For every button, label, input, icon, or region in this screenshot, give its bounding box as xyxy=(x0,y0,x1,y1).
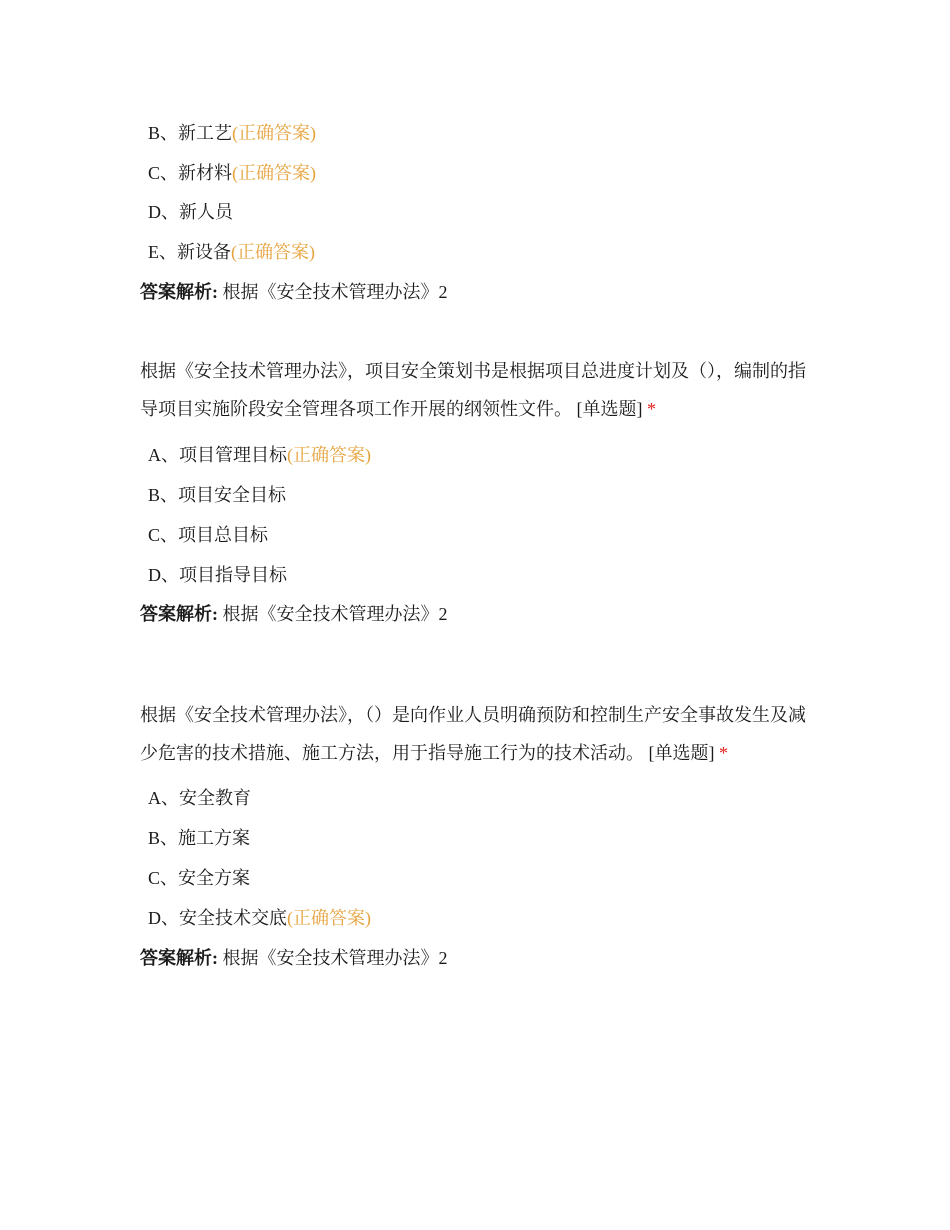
correct-answer-tag: (正确答案) xyxy=(287,445,371,465)
option-d xyxy=(148,562,287,588)
correct-answer-tag: (正确答案) xyxy=(232,163,317,183)
option-label: D、项目指导目标 xyxy=(148,565,287,585)
option-b xyxy=(148,482,286,508)
option-b xyxy=(148,825,250,851)
required-mark: * xyxy=(647,399,656,419)
explanation-label: 答案解析: xyxy=(140,604,218,624)
correct-answer-tag: (正确答案) xyxy=(232,123,317,143)
answer-explanation xyxy=(140,945,448,971)
option-c xyxy=(148,865,250,891)
option-b-prev xyxy=(148,120,316,146)
option-label: D、新人员 xyxy=(148,202,233,222)
option-label: C、新材料 xyxy=(148,163,233,183)
option-d xyxy=(148,905,371,931)
option-d-prev xyxy=(148,199,233,225)
explanation-text: 根据《安全技术管理办法》2 xyxy=(222,604,448,624)
required-mark: * xyxy=(719,743,728,763)
answer-explanation xyxy=(140,601,448,627)
explanation-label: 答案解析: xyxy=(140,282,218,302)
option-e-prev xyxy=(148,239,315,265)
question-body: 根据《安全技术管理办法》，项目安全策划书是根据项目总进度计划及（），编制的指导项目实施阶段安全管理各项工作开展的纲领性文件。 xyxy=(140,361,806,419)
option-label: C、项目总目标 xyxy=(148,525,269,545)
correct-answer-tag: (正确答案) xyxy=(287,908,371,928)
option-label: D、安全技术交底 xyxy=(148,908,287,928)
explanation-text: 根据《安全技术管理办法》2 xyxy=(222,282,448,302)
answer-explanation xyxy=(140,279,448,305)
question-text xyxy=(140,352,820,428)
correct-answer-tag: (正确答案) xyxy=(231,242,315,262)
option-label: B、施工方案 xyxy=(148,828,251,848)
question-type: [单选题] xyxy=(648,743,715,763)
question-body: 根据《安全技术管理办法》，（）是向作业人员明确预防和控制生产安全事故发生及减少危害的技术措施、施工方法，用于指导施工行为的技术活动。 xyxy=(140,705,806,763)
option-label: A、安全教育 xyxy=(148,788,251,808)
explanation-label: 答案解析: xyxy=(140,948,218,968)
option-a xyxy=(148,785,251,811)
question-type: [单选题] xyxy=(576,399,643,419)
explanation-text: 根据《安全技术管理办法》2 xyxy=(222,948,448,968)
option-label: A、项目管理目标 xyxy=(148,445,287,465)
option-a xyxy=(148,442,371,468)
option-label: B、新工艺 xyxy=(148,123,233,143)
option-label: B、项目安全目标 xyxy=(148,485,287,505)
option-c xyxy=(148,522,268,548)
option-c-prev xyxy=(148,160,316,186)
option-label: C、安全方案 xyxy=(148,868,251,888)
option-label: E、新设备 xyxy=(148,242,231,262)
question-text xyxy=(140,696,820,772)
